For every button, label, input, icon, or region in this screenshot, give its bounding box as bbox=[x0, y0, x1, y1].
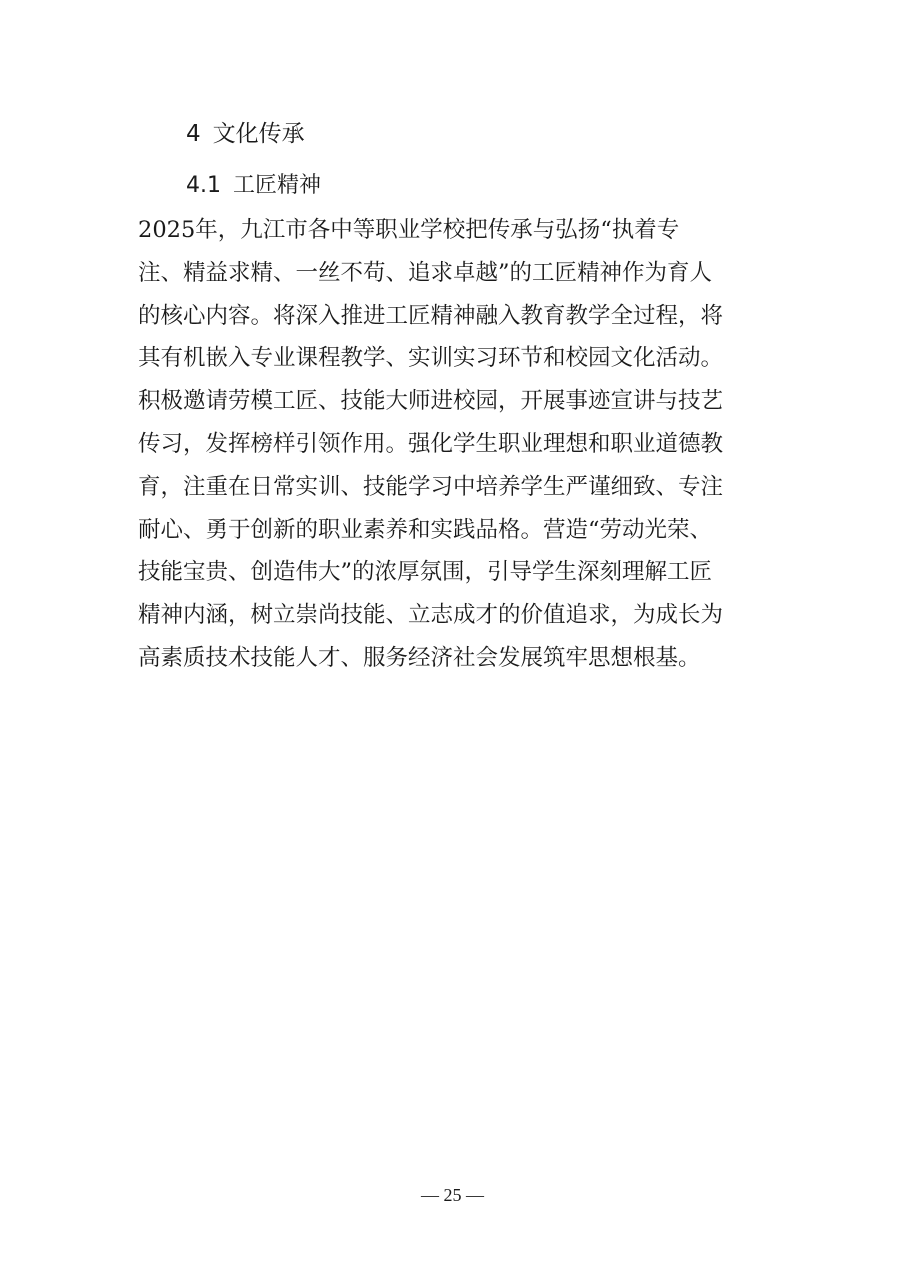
subsection-title: 工匠精神 bbox=[233, 173, 322, 198]
paragraph-line: 耐心、勇于创新的职业素养和实践品格。营造“劳动光荣、 bbox=[138, 516, 713, 543]
paragraph-line: 育，注重在日常实训、技能学习中培养学生严谨细致、专注 bbox=[138, 473, 724, 500]
paragraph-line: 高素质技术技能人才、服务经济社会发展筑牢思想根基。 bbox=[138, 644, 701, 671]
paragraph-line: 2025年，九江市各中等职业学校把传承与弘扬“执着专 bbox=[138, 217, 680, 243]
subsection-heading bbox=[186, 170, 321, 202]
paragraph-line: 精神内涵，树立崇尚技能、立志成才的价值追求，为成长为 bbox=[138, 602, 724, 629]
page-number: — 25 — bbox=[421, 1185, 484, 1205]
paragraph-line: 的核心内容。将深入推进工匠精神融入教育教学全过程，将 bbox=[138, 302, 724, 329]
subsection-number: 4.1 bbox=[186, 173, 221, 198]
body-paragraph bbox=[138, 209, 723, 680]
paragraph-line: 传习，发挥榜样引领作用。强化学生职业理想和职业道德教 bbox=[138, 430, 724, 457]
section-heading bbox=[186, 117, 305, 151]
section-number: 4 bbox=[186, 121, 201, 147]
paragraph-line: 技能宝贵、创造伟大”的浓厚氛围，引导学生深刻理解工匠 bbox=[138, 559, 713, 586]
paragraph-line: 积极邀请劳模工匠、技能大师进校园，开展事迹宣讲与技艺 bbox=[138, 388, 724, 415]
paragraph-line: 其有机嵌入专业课程教学、实训实习环节和校园文化活动。 bbox=[138, 345, 724, 372]
paragraph-line: 注、精益求精、一丝不苟、追求卓越”的工匠精神作为育人 bbox=[138, 259, 713, 286]
section-title: 文化传承 bbox=[212, 121, 305, 147]
